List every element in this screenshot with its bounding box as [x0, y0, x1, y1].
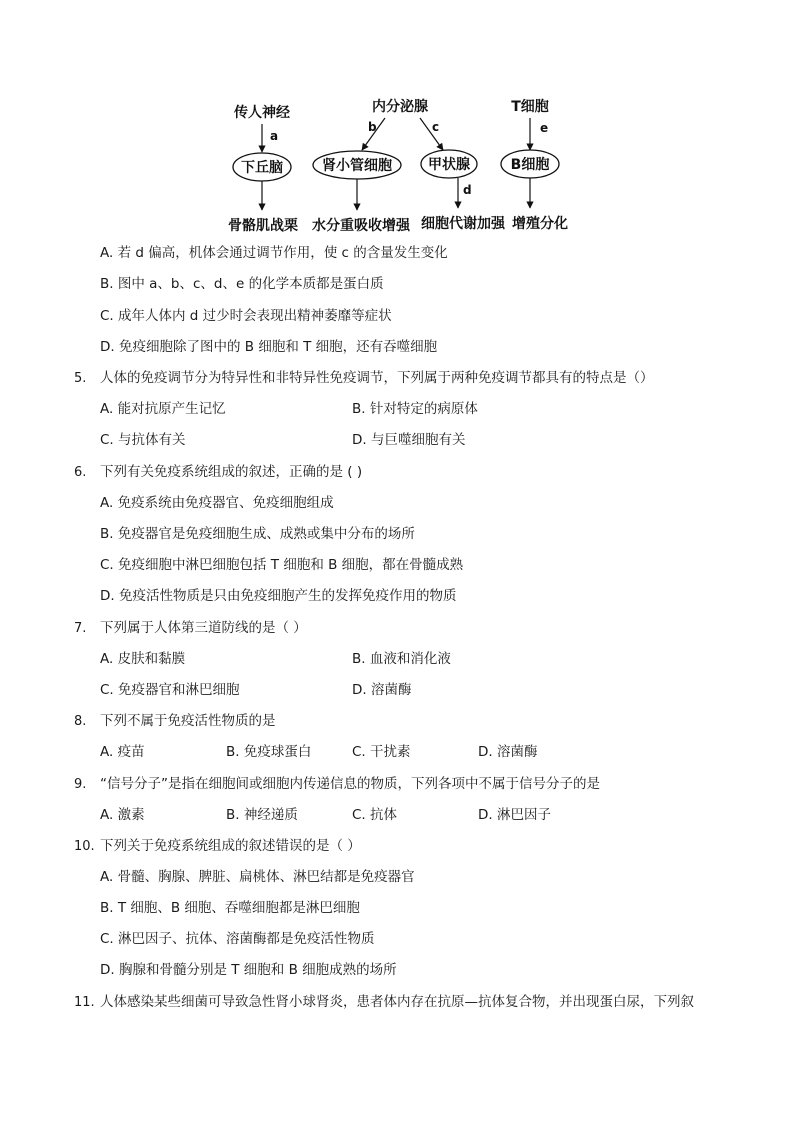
- option-c: C. 干扰素: [352, 744, 411, 760]
- option-b: B. 针对特定的病原体: [352, 401, 478, 417]
- option-d: D. 免疫活性物质是只由免疫细胞产生的发挥免疫作用的物质: [100, 588, 457, 604]
- option-a: A. 皮肤和黏膜: [100, 651, 186, 667]
- question-number: 7.: [74, 621, 87, 636]
- letter-c: c: [432, 120, 440, 134]
- source-afferent-nerve: 传人神经: [234, 105, 290, 121]
- question-stem: 下列关于免疫系统组成的叙述错误的是（ ）: [100, 838, 361, 854]
- letter-b: b: [368, 120, 377, 134]
- question-stem: 下列属于人体第三道防线的是（ ）: [100, 620, 307, 636]
- outcome-shiver: 骨骼肌战栗: [228, 218, 298, 234]
- option-a: A. 骨髓、胸腺、脾脏、扁桃体、淋巴结都是免疫器官: [100, 869, 415, 885]
- question-number: 9.: [74, 777, 87, 792]
- option-d: D. 淋巴因子: [478, 807, 551, 823]
- question-stem: 下列不属于免疫活性物质的是: [100, 713, 276, 729]
- option-a: A. 激素: [100, 807, 145, 823]
- option-a: A. 能对抗原产生记忆: [100, 401, 226, 417]
- option-d: D. 胸腺和骨髓分别是 T 细胞和 B 细胞成熟的场所: [100, 962, 397, 978]
- option-d: D. 溶菌酶: [352, 682, 412, 698]
- question-stem: 人体的免疫调节分为特异性和非特异性免疫调节，下列属于两种免疫调节都具有的特点是（）: [100, 370, 654, 386]
- option-b: B. 免疫器官是免疫细胞生成、成熟或集中分布的场所: [100, 526, 415, 542]
- option-d: D. 与巨噬细胞有关: [352, 432, 466, 448]
- option-b: B. 血液和消化液: [352, 651, 451, 667]
- question-number: 5.: [74, 371, 87, 386]
- node-hypothalamus-label: 下丘脑: [241, 160, 283, 176]
- option-c: C. 与抗体有关: [100, 432, 186, 448]
- question-stem: “信号分子”是指在细胞间或细胞内传递信息的物质，下列各项中不属于信号分子的是: [100, 776, 600, 792]
- question-stem: 下列有关免疫系统组成的叙述，正确的是 ( ): [100, 464, 363, 480]
- option-c: C. 免疫器官和淋巴细胞: [100, 682, 240, 698]
- q4-option-a: A. 若 d 偏高，机体会通过调节作用，使 c 的含量发生变化: [100, 245, 448, 261]
- source-t-cell: T细胞: [511, 99, 549, 115]
- letter-e: e: [540, 121, 549, 135]
- letter-a: a: [270, 129, 279, 143]
- option-b: B. 神经递质: [226, 807, 298, 823]
- outcome-metabolism: 细胞代谢加强: [421, 216, 505, 232]
- option-b: B. T 细胞、B 细胞、吞噬细胞都是淋巴细胞: [100, 900, 360, 916]
- q4-option-d: D. 免疫细胞除了图中的 B 细胞和 T 细胞，还有吞噬细胞: [100, 339, 438, 355]
- source-endocrine-gland: 内分泌腺: [372, 99, 428, 115]
- regulation-diagram: [0, 0, 794, 240]
- option-b: B. 免疫球蛋白: [226, 744, 312, 760]
- question-number: 11.: [74, 995, 95, 1010]
- option-c: C. 抗体: [352, 807, 398, 823]
- option-a: A. 免疫系统由免疫器官、免疫细胞组成: [100, 495, 334, 511]
- option-c: C. 淋巴因子、抗体、溶菌酶都是免疫活性物质: [100, 931, 375, 947]
- option-c: C. 免疫细胞中淋巴细胞包括 T 细胞和 B 细胞，都在骨髓成熟: [100, 557, 464, 573]
- option-a: A. 疫苗: [100, 744, 145, 760]
- node-kidney-tubule-label: 肾小管细胞: [322, 158, 392, 174]
- question-number: 6.: [74, 465, 87, 480]
- q4-option-c: C. 成年人体内 d 过少时会表现出精神萎靡等症状: [100, 308, 392, 324]
- node-b-cell-label: B细胞: [510, 157, 550, 173]
- outcome-water-reabsorption: 水分重吸收增强: [312, 218, 410, 234]
- question-number: 10.: [74, 839, 95, 854]
- q4-option-b: B. 图中 a、b、c、d、e 的化学本质都是蛋白质: [100, 276, 384, 292]
- outcome-proliferation: 增殖分化: [512, 216, 568, 232]
- node-thyroid-label: 甲状腺: [428, 157, 470, 173]
- option-d: D. 溶菌酶: [478, 744, 538, 760]
- question-stem: 人体感染某些细菌可导致急性肾小球肾炎，患者体内存在抗原—抗体复合物，并出现蛋白尿，下列叙: [100, 994, 694, 1010]
- letter-d: d: [463, 183, 472, 197]
- question-number: 8.: [74, 714, 87, 729]
